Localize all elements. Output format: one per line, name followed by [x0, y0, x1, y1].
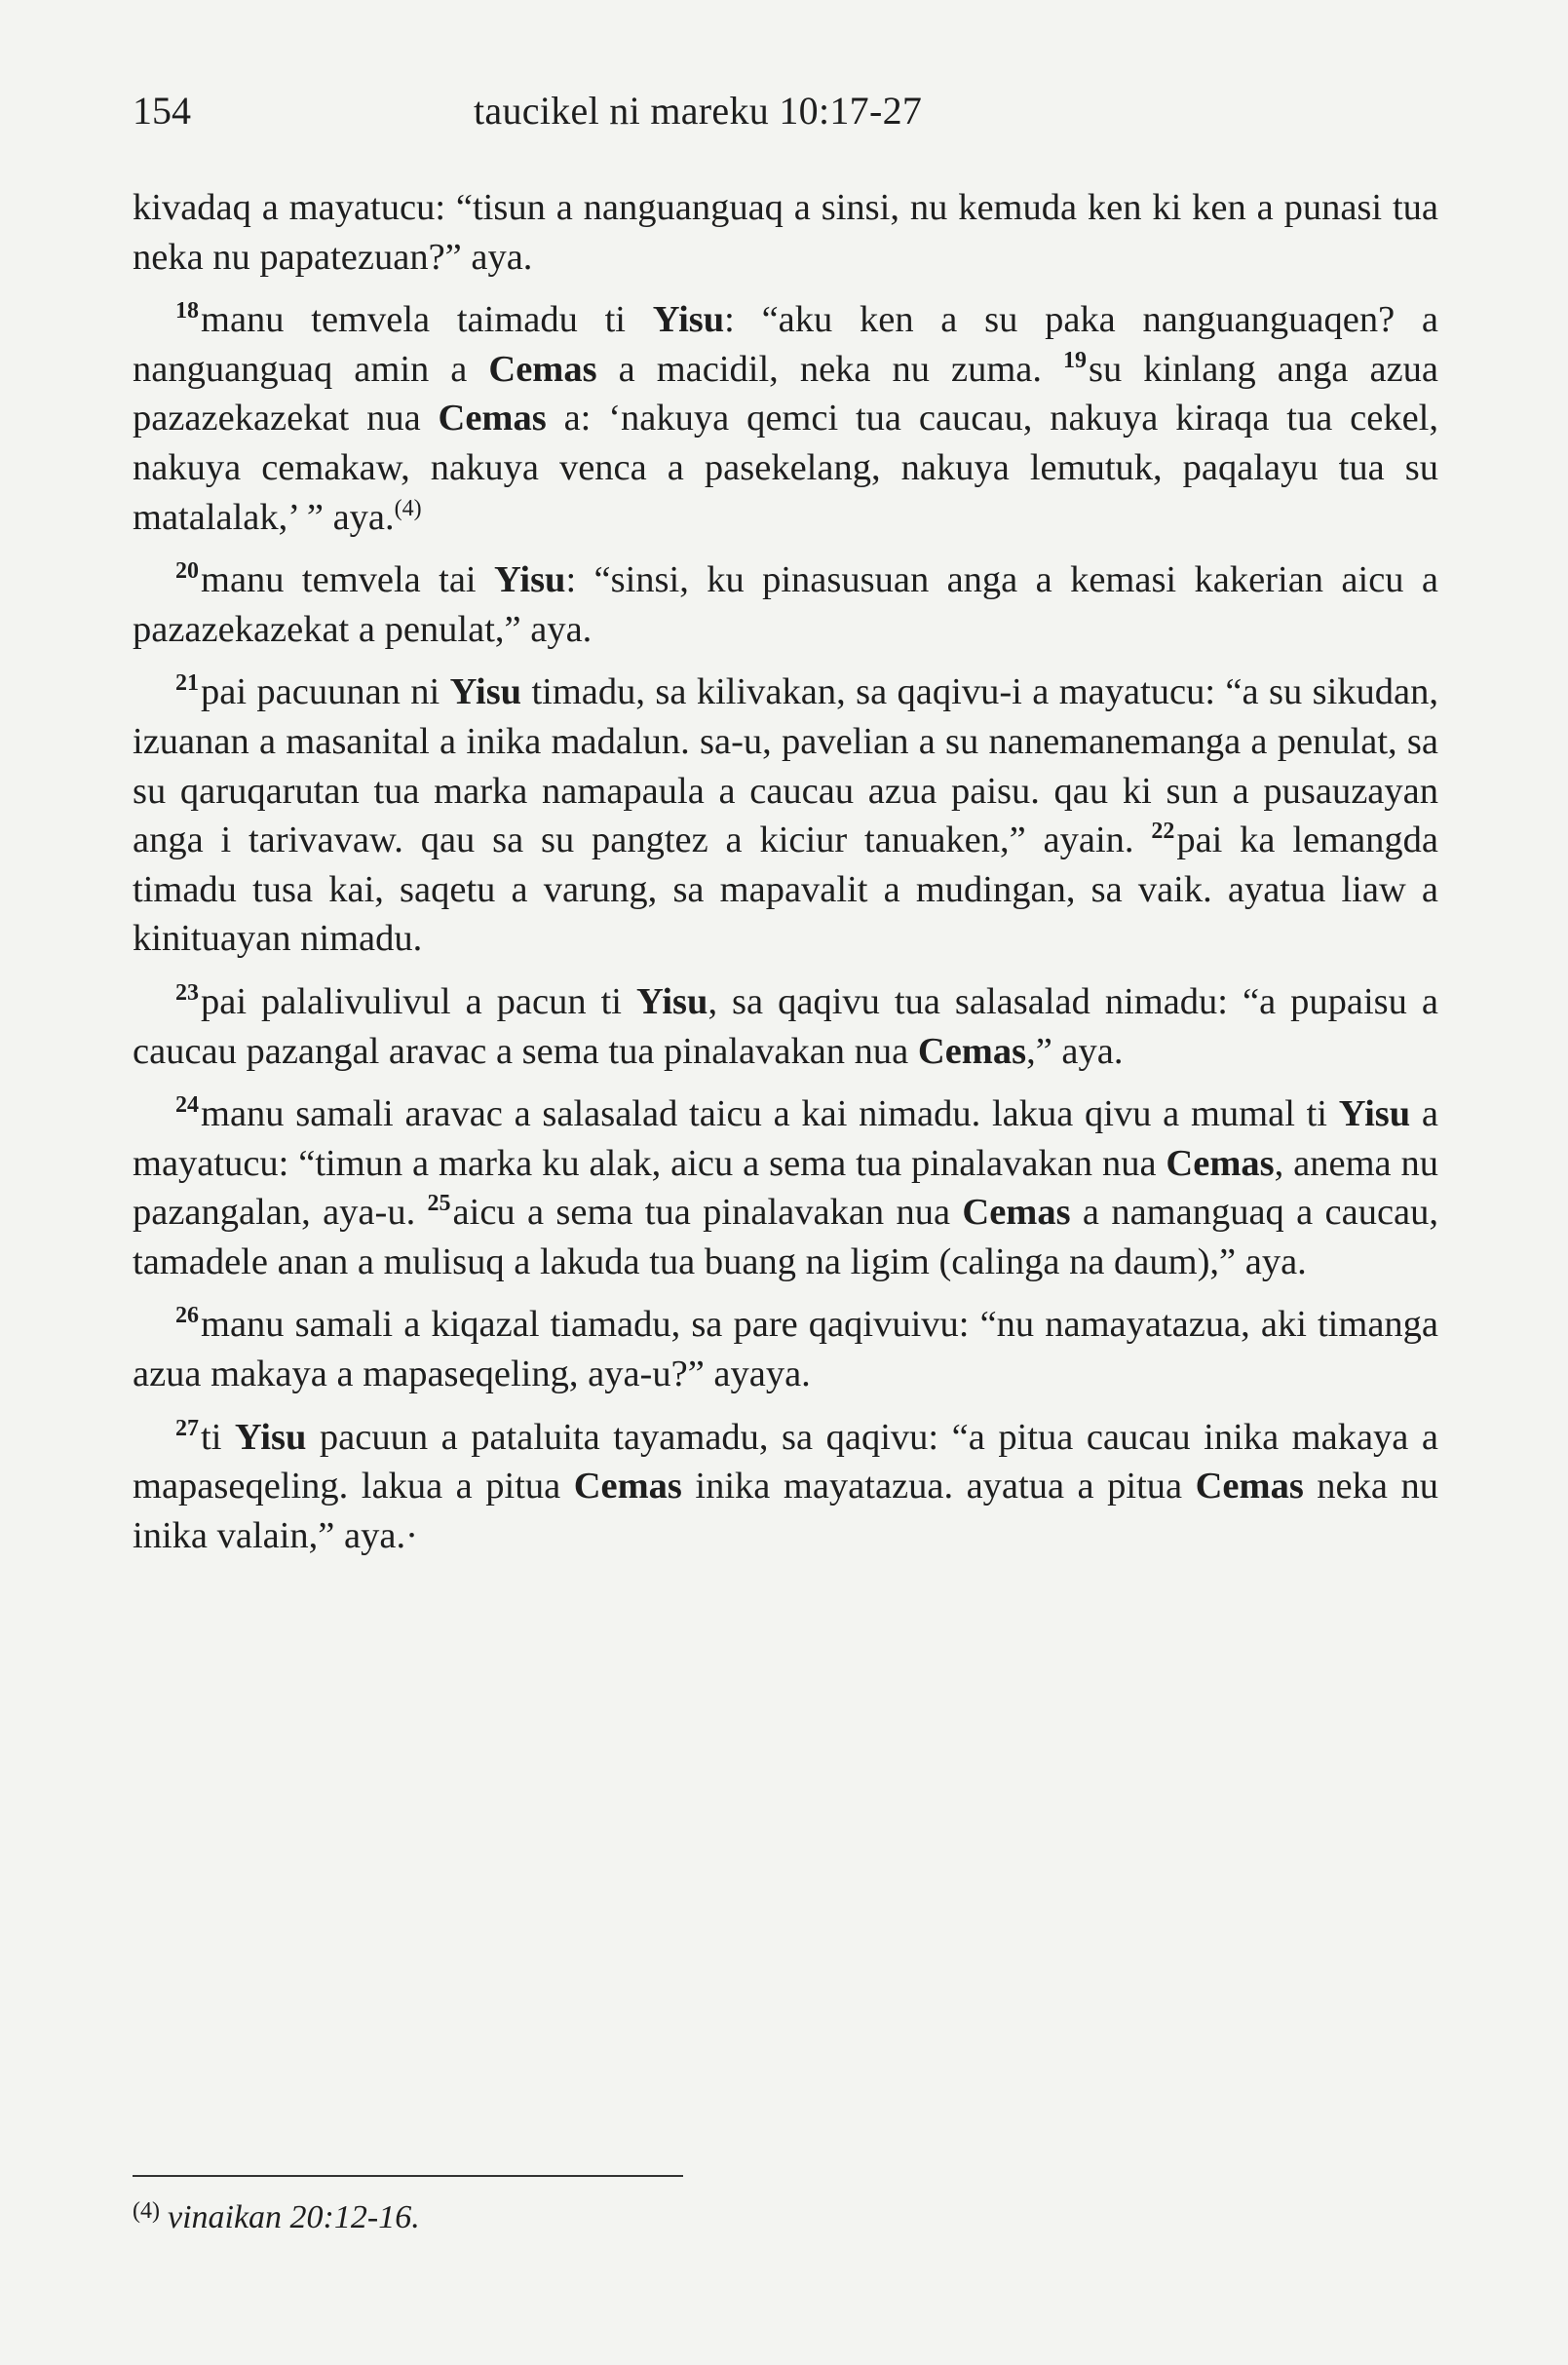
paragraph-verse-23: [133, 977, 1438, 1076]
paragraph-text: pacuun a pataluita tayamadu, sa qaqivu: “a pitua caucau inika makaya a mapaseqeling. lakua a pitua: [133, 1416, 1438, 1507]
paragraph-text: : “aku ken a su paka nanguanguaqen? a nanguanguaq amin a: [133, 299, 1438, 390]
verse-number: 24: [175, 1092, 199, 1119]
paragraph-text: pai palalivulivul a pacun ti: [201, 980, 636, 1022]
paragraph-text: manu samali aravac a salasalad taicu a kai nimadu. lakua qivu a mumal ti: [201, 1093, 1339, 1135]
name-cemas: Cemas: [962, 1192, 1071, 1234]
paragraph-continuation: [133, 183, 1438, 282]
page-number: 154: [133, 89, 191, 133]
paragraph-text: ti: [201, 1416, 235, 1458]
paragraph-text: , anema nu pazangalan, aya-u.: [133, 1142, 1438, 1234]
verse-number: 21: [175, 670, 199, 697]
paragraph-text: su kinlang anga azua pazazekazekat nua: [133, 348, 1438, 439]
paragraph-text: , sa qaqivu tua salasalad nimadu: “a pupaisu a caucau pazangal aravac a sema tua pinalavakan nua: [133, 980, 1438, 1072]
footnote-mark: (4): [133, 2198, 160, 2224]
paragraph-text: a: ‘nakuya qemci tua caucau, nakuya kiraqa tua cekel, nakuya cemakaw, nakuya venca a pasekelang, nakuya lemutuk, paqalayu tua su matalalak,’ ” aya.: [133, 398, 1438, 538]
paragraph-text: manu samali a kiqazal tiamadu, sa pare qaqivuivu: “nu namayatazua, aki timanga azua makaya a mapaseqeling, aya-u?” ayaya.: [133, 1304, 1438, 1395]
paragraph-text: a mayatucu: “timun a marka ku alak, aicu a sema tua pinalavakan nua: [133, 1093, 1438, 1184]
name-cemas: Cemas: [573, 1466, 682, 1507]
name-yisu: Yisu: [494, 559, 566, 601]
paragraph-verse-26: [133, 1300, 1438, 1398]
paragraph-text: aicu a sema tua pinalavakan nua: [452, 1192, 963, 1234]
paragraph-verse-27: [133, 1413, 1438, 1561]
verse-number: 22: [1151, 819, 1175, 845]
running-head: taucikel ni mareku 10:17-27: [474, 89, 923, 133]
paragraph-text: neka nu inika valain,” aya.·: [133, 1466, 1438, 1556]
verse-number: 20: [175, 558, 199, 585]
verse-number: 23: [175, 979, 199, 1006]
paragraph-verse-18: [133, 295, 1438, 542]
name-cemas: Cemas: [917, 1030, 1027, 1072]
verse-number: 26: [175, 1303, 199, 1329]
name-yisu: Yisu: [449, 671, 522, 713]
footnote-reference-text: vinaikan 20:12-16.: [167, 2199, 420, 2235]
paragraph-verse-24: [133, 1089, 1438, 1286]
name-yisu: Yisu: [635, 980, 708, 1022]
verse-number: 19: [1063, 347, 1088, 373]
name-yisu: Yisu: [652, 299, 725, 341]
paragraph-text: timadu, sa kilivakan, sa qaqivu-i a mayatucu: “a su sikudan, izuanan a masanital a inika madalun. sa-u, pavelian a su nanemanemanga a penulat, sa su qaruqarutan tua marka namapaula a caucau azua paisu. qau ki sun a pusauzayan anga i tarivavaw. qau sa su pangtez a kiciur tanuaken,” ayain.: [133, 671, 1438, 861]
paragraph-text: a namanguaq a caucau, tamadele anan a mulisuq a lakuda tua buang na ligim (calinga na daum),” aya.: [133, 1192, 1438, 1282]
name-cemas: Cemas: [1195, 1466, 1304, 1507]
body-text: [133, 183, 1438, 1560]
footnote-divider: [133, 2175, 683, 2177]
paragraph-verse-20: [133, 555, 1438, 654]
paragraph-text: kivadaq a mayatucu: “tisun a nanguanguaq a sinsi, nu kemuda ken ki ken a punasi tua neka nu papatezuan?” aya.: [133, 187, 1438, 278]
paragraph-text: inika mayatazua. ayatua a pitua: [681, 1466, 1196, 1507]
paragraph-text: manu temvela tai: [201, 559, 494, 601]
name-cemas: Cemas: [1166, 1142, 1275, 1184]
paragraph-text: ,” aya.: [1026, 1030, 1124, 1072]
footnote: [133, 2189, 420, 2240]
paragraph-text: pai ka lemangda timadu tusa kai, saqetu a varung, sa mapavalit a mudingan, sa vaik. ayatua liaw a kinituayan nimadu.: [133, 820, 1438, 960]
paragraph-text: manu temvela taimadu ti: [201, 299, 653, 341]
verse-number: 18: [175, 298, 199, 324]
paragraph-text: pai pacuunan ni: [201, 671, 450, 713]
paragraph-text: a macidil, neka nu zuma.: [596, 348, 1064, 390]
paragraph-text: : “sinsi, ku pinasusuan anga a kemasi kakerian aicu a pazazekazekat a penulat,” aya.: [133, 559, 1438, 650]
name-yisu: Yisu: [1338, 1093, 1411, 1135]
name-cemas: Cemas: [488, 348, 597, 390]
footnote-reference: (4): [394, 495, 422, 521]
verse-number: 27: [175, 1415, 199, 1441]
paragraph-verse-21: [133, 668, 1438, 964]
name-yisu: Yisu: [234, 1416, 307, 1458]
verse-number: 25: [427, 1191, 451, 1217]
page-header: [133, 82, 1438, 140]
name-cemas: Cemas: [438, 398, 547, 439]
